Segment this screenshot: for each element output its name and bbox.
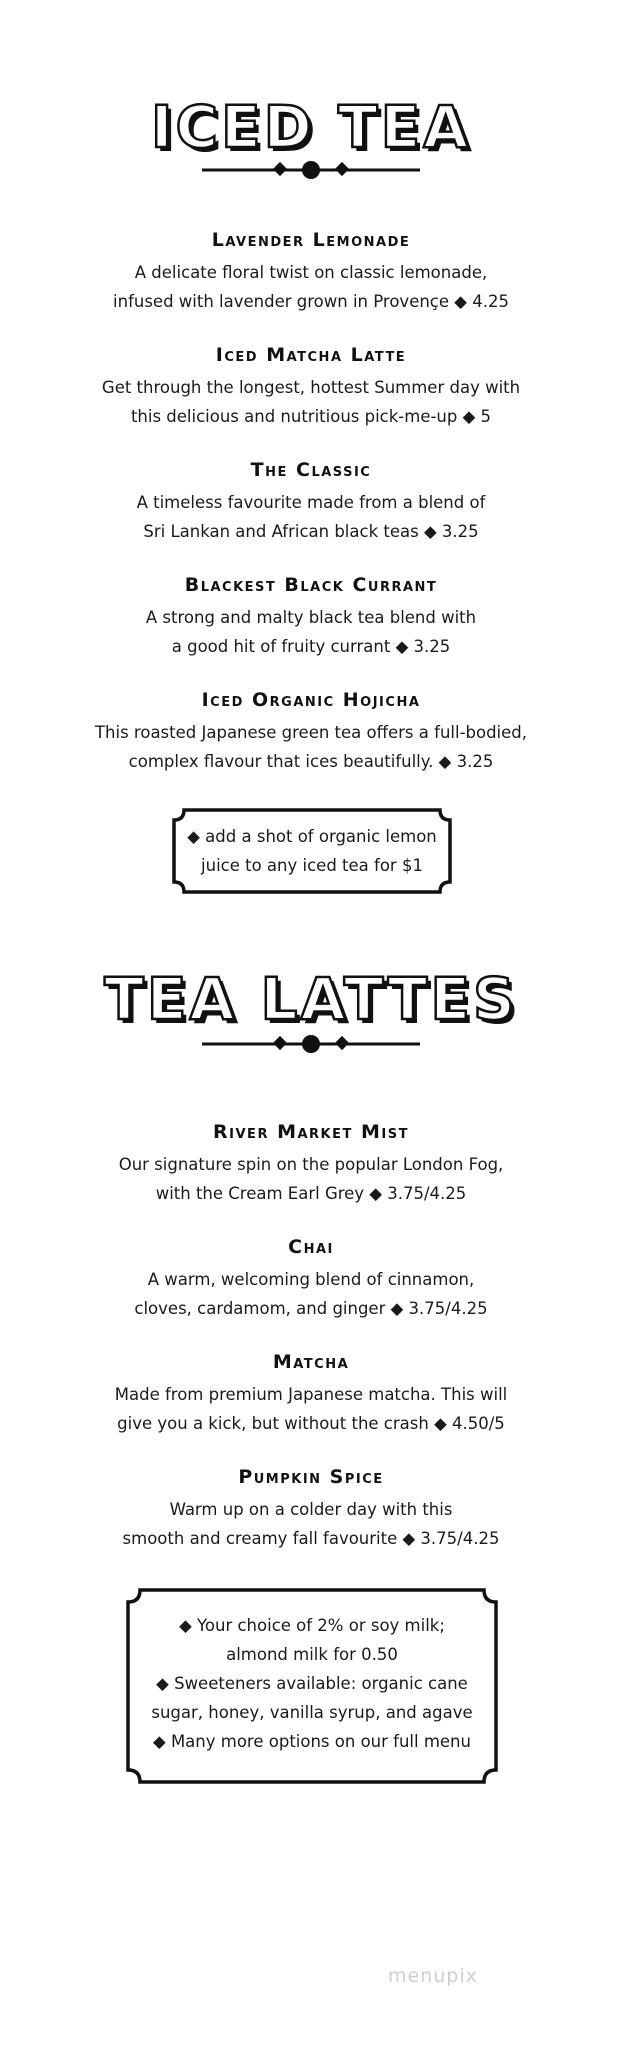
iced-tea-ornament <box>0 158 622 182</box>
tea-lattes-ornament <box>0 1032 622 1056</box>
note-line: ◆ Your choice of 2% or soy milk; <box>179 1616 445 1635</box>
iced-tea-note-box <box>172 808 452 894</box>
menu-item-blackest-black-currant <box>20 573 602 661</box>
menu-item-pumpkin-spice <box>20 1465 602 1553</box>
menu-item-matcha <box>20 1350 602 1438</box>
item-desc-line: a good hit of fruity currant ◆ 3.25 <box>171 637 451 656</box>
note-line: ◆ Many more options on our full menu <box>153 1732 471 1751</box>
item-name: River Market Mist <box>213 1121 409 1143</box>
menu-item-iced-matcha-latte <box>20 343 602 431</box>
item-name: Lavender Lemonade <box>211 229 411 251</box>
item-desc-line: Our signature spin on the popular London Fog, <box>118 1155 504 1174</box>
item-desc-line: infused with lavender grown in Provençe ◆ 4.25 <box>113 292 509 311</box>
note-line: juice to any iced tea for $1 <box>201 856 423 875</box>
iced-tea-title: ICED TEA <box>150 93 472 161</box>
item-desc-line: give you a kick, but without the crash ◆ 4.50/5 <box>117 1414 505 1433</box>
item-name: The Classic <box>250 459 372 481</box>
menu-item-lavender-lemonade <box>20 228 602 316</box>
tea-lattes-title: TEA LATTES <box>104 965 518 1033</box>
item-name: Matcha <box>272 1351 350 1373</box>
item-name: Iced Matcha Latte <box>215 344 407 366</box>
item-desc-line: A timeless favourite made from a blend of <box>136 493 486 512</box>
note-line: almond milk for 0.50 <box>226 1645 398 1664</box>
menu-item-chai <box>20 1235 602 1323</box>
tea-lattes-note-box <box>126 1588 498 1784</box>
item-desc-line: A delicate floral twist on classic lemonade, <box>134 263 488 282</box>
item-desc-line: this delicious and nutritious pick-me-up ◆ 5 <box>130 407 492 426</box>
item-name: Blackest Black Currant <box>184 574 438 596</box>
item-desc-line: cloves, cardamom, and ginger ◆ 3.75/4.25 <box>134 1299 488 1318</box>
item-desc-line: A strong and malty black tea blend with <box>145 608 477 627</box>
item-name: Chai <box>288 1236 334 1258</box>
item-desc-line: Warm up on a colder day with this <box>169 1500 453 1519</box>
item-desc-line: complex flavour that ices beautifully. ◆ 3.25 <box>128 752 494 771</box>
item-desc-line: Sri Lankan and African black teas ◆ 3.25 <box>143 522 479 541</box>
note-line: sugar, honey, vanilla syrup, and agave <box>151 1703 473 1722</box>
item-desc-line: Made from premium Japanese matcha. This will <box>114 1385 508 1404</box>
menu-item-the-classic <box>20 458 602 546</box>
watermark-text: menupix <box>388 1965 478 1987</box>
item-name: Pumpkin Spice <box>238 1466 384 1488</box>
item-desc-line: Get through the longest, hottest Summer day with <box>101 378 521 397</box>
item-desc-line: smooth and creamy fall favourite ◆ 3.75/4.25 <box>122 1529 500 1548</box>
menu-item-iced-organic-hojicha <box>20 688 602 776</box>
menu-item-river-market-mist <box>20 1120 602 1208</box>
item-desc-line: This roasted Japanese green tea offers a full-bodied, <box>94 723 528 742</box>
note-line: ◆ Sweeteners available: organic cane <box>156 1674 468 1693</box>
item-desc-line: with the Cream Earl Grey ◆ 3.75/4.25 <box>155 1184 467 1203</box>
item-name: Iced Organic Hojicha <box>201 689 421 711</box>
note-line: ◆ add a shot of organic lemon <box>187 827 437 846</box>
item-desc-line: A warm, welcoming blend of cinnamon, <box>147 1270 475 1289</box>
